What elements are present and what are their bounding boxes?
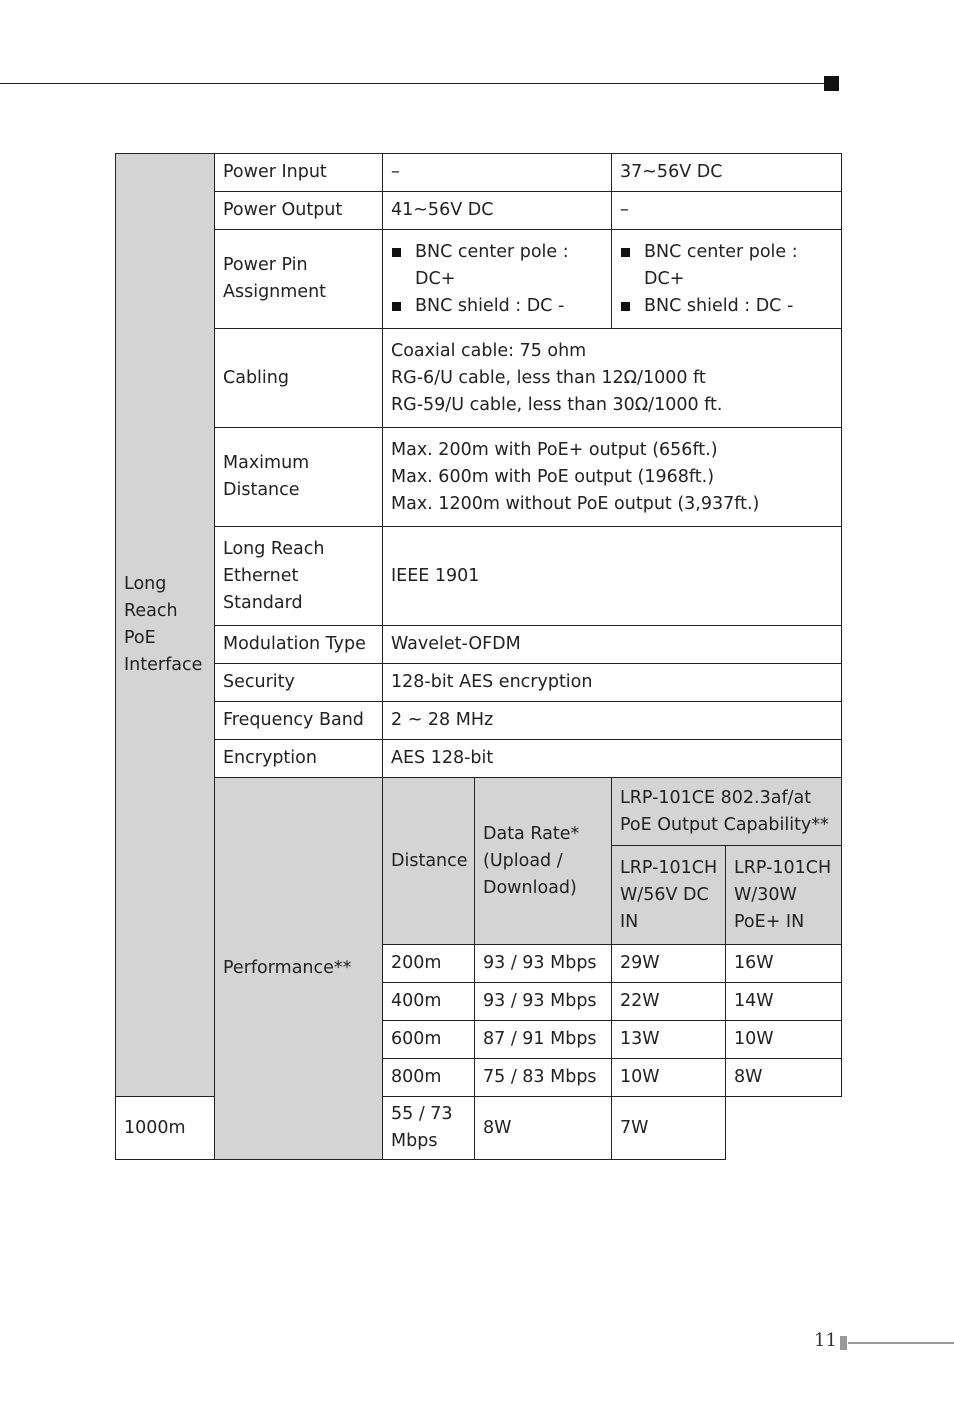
power-pin-label: Power Pin Assignment [215,230,383,329]
power-output-col2: – [612,192,842,230]
modulation-label: Modulation Type [215,626,383,664]
bullet-item: BNC shield : DC - [391,293,603,320]
max-distance-value: Max. 200m with PoE+ output (656ft.) Max. 600m with PoE output (1968ft.) Max. 1200m without PoE output (3,937ft.) [383,428,842,527]
top-rule [0,83,826,84]
bullet-item: BNC center pole : DC+ [620,239,833,293]
power-output-label: Power Output [215,192,383,230]
perf-rate: 75 / 83 Mbps [475,1059,612,1097]
section-label-cell: Long Reach PoE Interface [116,154,215,1097]
standard-value: IEEE 1901 [383,527,842,626]
perf-30w: 14W [726,983,842,1021]
power-output-col1: 41~56V DC [383,192,612,230]
bullet-square-icon [621,248,630,257]
footer-rule [848,1342,954,1344]
standard-label: Long Reach Ethernet Standard [215,527,383,626]
frequency-value: 2 ~ 28 MHz [383,702,842,740]
perf-rate: 93 / 93 Mbps [475,945,612,983]
bullet-item: BNC shield : DC - [620,293,833,320]
perf-header-30w: LRP-101CH W/30W PoE+ IN [726,846,842,945]
page-number: 11 [814,1330,837,1351]
perf-header-capability: LRP-101CE 802.3af/at PoE Output Capability** [612,778,842,846]
perf-56v: 13W [612,1021,726,1059]
perf-56v: 29W [612,945,726,983]
power-pin-col2 [612,230,842,329]
perf-header-data-rate: Data Rate* (Upload / Download) [475,778,612,945]
security-label: Security [215,664,383,702]
cabling-label: Cabling [215,329,383,428]
perf-distance: 1000m [116,1097,215,1160]
row-frequency [116,702,842,740]
max-distance-label: Maximum Distance [215,428,383,527]
performance-label: Performance** [215,778,383,1160]
perf-header-distance: Distance [383,778,475,945]
perf-rate: 87 / 91 Mbps [475,1021,612,1059]
perf-56v: 10W [612,1059,726,1097]
modulation-value: Wavelet-OFDM [383,626,842,664]
bullet-square-icon [621,302,630,311]
perf-30w: 16W [726,945,842,983]
perf-distance: 400m [383,983,475,1021]
power-input-col1: – [383,154,612,192]
row-security [116,664,842,702]
perf-rate: 55 / 73 Mbps [383,1097,475,1160]
bullet-square-icon [392,302,401,311]
perf-56v: 22W [612,983,726,1021]
perf-rate: 93 / 93 Mbps [475,983,612,1021]
encryption-label: Encryption [215,740,383,778]
bullet-item: BNC center pole : DC+ [391,239,603,293]
perf-distance: 200m [383,945,475,983]
perf-header-56v: LRP-101CH W/56V DC IN [612,846,726,945]
header-square-marker [824,76,839,91]
row-standard [116,527,842,626]
perf-30w: 10W [726,1021,842,1059]
spec-table [115,153,842,1160]
performance-header-row [116,778,842,846]
frequency-label: Frequency Band [215,702,383,740]
bullet-square-icon [392,248,401,257]
perf-30w: 7W [612,1097,726,1160]
row-max-distance [116,428,842,527]
cabling-value: Coaxial cable: 75 ohm RG-6/U cable, less than 12Ω/1000 ft RG-59/U cable, less than 30Ω/1000 ft. [383,329,842,428]
row-power-output [116,192,842,230]
row-cabling [116,329,842,428]
perf-56v: 8W [475,1097,612,1160]
row-encryption [116,740,842,778]
row-power-input [116,154,842,192]
footer-marker [840,1336,847,1350]
power-input-label: Power Input [215,154,383,192]
perf-distance: 800m [383,1059,475,1097]
security-value: 128-bit AES encryption [383,664,842,702]
encryption-value: AES 128-bit [383,740,842,778]
perf-30w: 8W [726,1059,842,1097]
power-input-col2: 37~56V DC [612,154,842,192]
power-pin-col1 [383,230,612,329]
row-power-pin [116,230,842,329]
row-modulation [116,626,842,664]
perf-distance: 600m [383,1021,475,1059]
